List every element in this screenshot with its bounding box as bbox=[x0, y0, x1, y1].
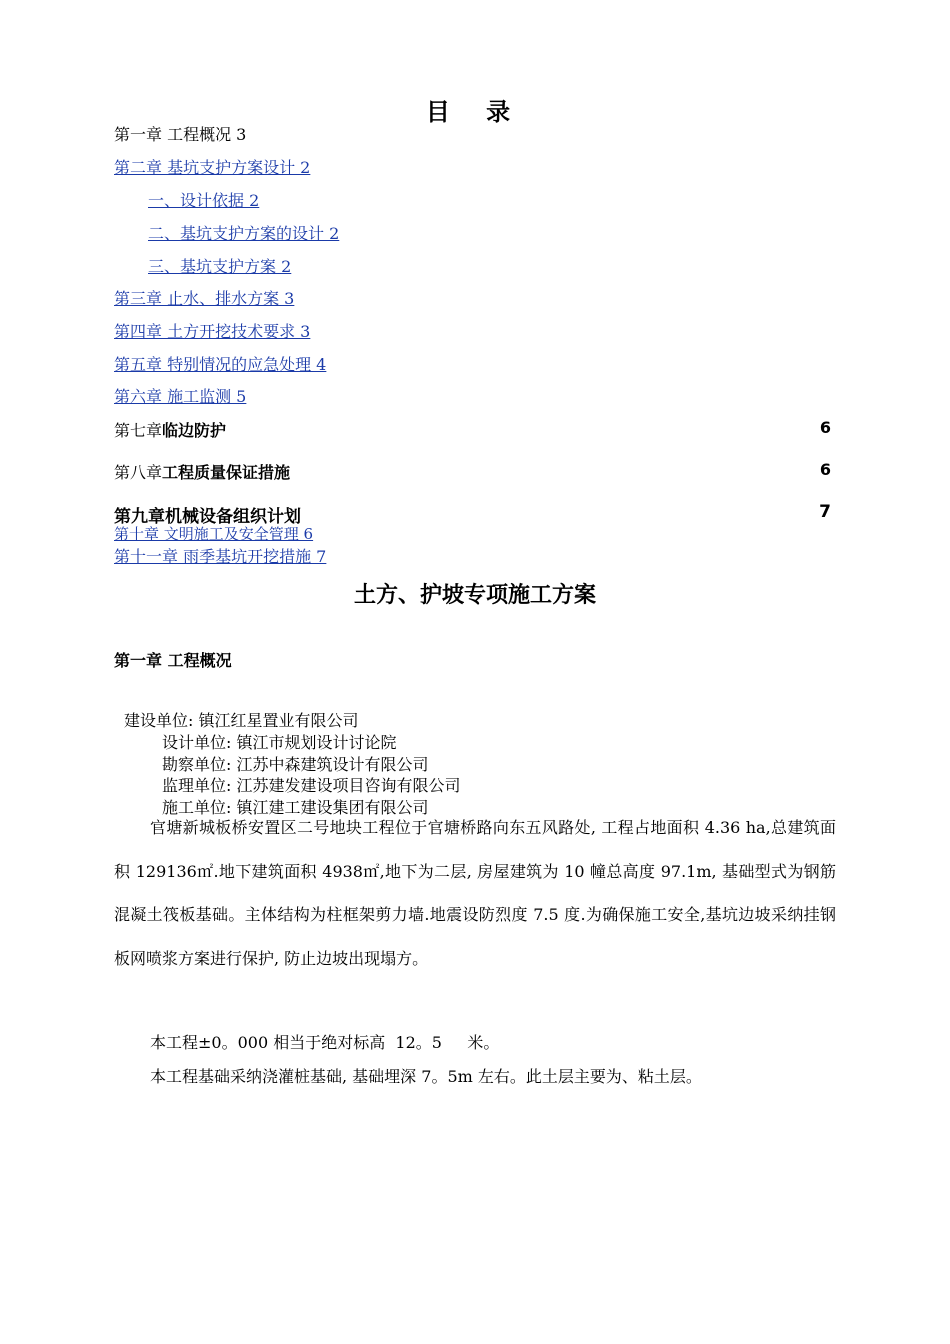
toc-chapter-8-label: 工程质量保证措施 bbox=[162, 463, 291, 482]
toc-chapter-7-page: 6 bbox=[819, 418, 831, 437]
foundation-line: 本工程基础采纳浇灌桩基础, 基础埋深 7。5m 左右。此土层主要为、粘土层。 bbox=[150, 1067, 702, 1086]
toc-chapter-7-prefix: 第七章 bbox=[114, 421, 163, 440]
toc-chapter-9-page: 7 bbox=[819, 502, 831, 522]
document-title: 土方、护坡专项施工方案 bbox=[353, 583, 596, 608]
info-construction-contractor: 施工单位: 镇江建工建设集团有限公司 bbox=[162, 798, 429, 817]
toc-item-chapter-1: 第一章 工程概况 3 bbox=[114, 125, 247, 144]
toc-link-design-basis[interactable]: 一、设计依据 2 bbox=[148, 191, 260, 210]
toc-item-chapter-8 bbox=[114, 460, 831, 483]
info-survey-unit: 勘察单位: 江苏中森建筑设计有限公司 bbox=[162, 755, 429, 774]
toc-chapter-8-prefix: 第八章 bbox=[114, 463, 163, 482]
toc-link-chapter-2[interactable]: 第二章 基坑支护方案设计 2 bbox=[114, 158, 311, 177]
toc-link-chapter-6[interactable]: 第六章 施工监测 5 bbox=[114, 387, 247, 406]
chapter-1-heading: 第一章 工程概况 bbox=[114, 651, 232, 670]
toc-link-chapter-5[interactable]: 第五章 特别情况的应急处理 4 bbox=[114, 355, 327, 374]
project-overview-paragraph: 官塘新城板桥安置区二号地块工程位于官塘桥路向东五风路处, 工程占地面积 4.36 ha,总建筑面积 129136㎡.地下建筑面积 4938㎡,地下为二层, 房屋建筑为 10 幢总高度 97.1m, 基础型式为钢筋混凝土筏板基础。主体结构为柱框架剪力墙.地震设防烈度 7.5 度.为确保施工安全,基坑边坡采纳挂钢板网喷浆方案进行保护, 防止边坡出现塌方。 bbox=[114, 818, 836, 968]
info-design-unit: 设计单位: 镇江市规划设计讨论院 bbox=[162, 733, 397, 752]
toc-chapter-7-label: 临边防护 bbox=[162, 421, 227, 440]
toc-item-chapter-7 bbox=[114, 418, 831, 441]
toc-link-support-design[interactable]: 二、基坑支护方案的设计 2 bbox=[148, 224, 340, 243]
toc-link-chapter-4[interactable]: 第四章 土方开挖技术要求 3 bbox=[114, 322, 311, 341]
info-supervision-unit: 监理单位: 江苏建发建设项目咨询有限公司 bbox=[162, 776, 461, 795]
info-construction-unit: 建设单位: 镇江红星置业有限公司 bbox=[124, 711, 359, 730]
toc-link-chapter-10[interactable]: 第十章 文明施工及安全管理 6 bbox=[114, 525, 314, 543]
toc-chapter-8-page: 6 bbox=[819, 460, 831, 479]
elevation-line: 本工程±0。000 相当于绝对标高 12。5 米。 bbox=[150, 1033, 500, 1052]
toc-chapter-9-label: 第九章机械设备组织计划 bbox=[114, 507, 301, 527]
toc-link-chapter-11[interactable]: 第十一章 雨季基坑开挖措施 7 bbox=[114, 547, 327, 566]
toc-link-chapter-3[interactable]: 第三章 止水、排水方案 3 bbox=[114, 289, 295, 308]
toc-link-support-plan[interactable]: 三、基坑支护方案 2 bbox=[148, 257, 292, 276]
toc-title: 目 录 bbox=[425, 98, 525, 126]
